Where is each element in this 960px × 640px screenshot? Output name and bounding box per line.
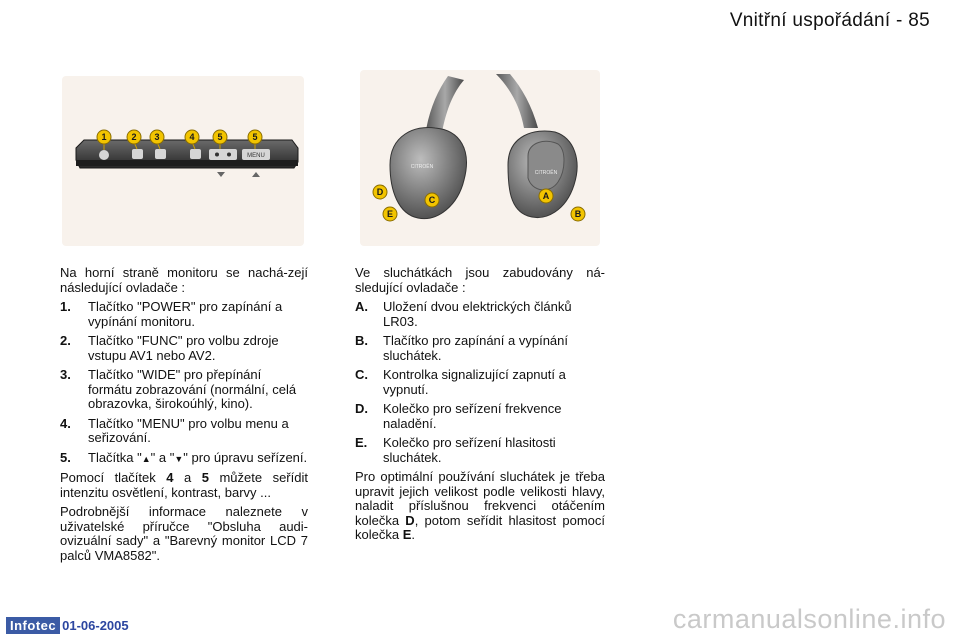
callout-B: B <box>574 209 582 219</box>
item-text: Kolečko pro seřízení frekvence naladění. <box>383 401 562 431</box>
list-item <box>355 402 605 431</box>
left-para-info: Podrobnější informace naleznete v uživatelské příručce "Obsluha audi-ovizuální sady" a "Barevný monitor LCD 7 palců VMA8582". <box>60 504 308 563</box>
item-text-mid: " a " <box>150 449 175 465</box>
arrow-up-icon: ▲ <box>141 453 151 464</box>
callout-2: 2 <box>131 132 137 142</box>
item-text-after: " pro úpravu seřízení. <box>183 449 308 465</box>
callout-A: A <box>542 191 550 201</box>
list-item <box>60 368 308 412</box>
item-key: 2. <box>60 333 71 348</box>
list-item <box>60 451 308 467</box>
callout-1: 1 <box>101 132 107 142</box>
bold-ref: 4 <box>166 470 174 485</box>
item-key: E. <box>355 435 368 450</box>
item-key: D. <box>355 401 368 416</box>
callout-5a: 5 <box>217 132 223 142</box>
list-item <box>60 417 308 446</box>
brand-left: CITROËN <box>410 164 434 170</box>
brand-right: CITROËN <box>534 170 558 176</box>
item-text: Tlačítko "WIDE" pro přepínání formátu zobrazování (normální, celá obrazovka, širokoúhlý, kino). <box>88 367 297 411</box>
item-text: Tlačítko pro zapínání a vypínání sluchátek. <box>383 333 568 363</box>
menu-button-label: MENU <box>247 153 265 159</box>
callout-3: 3 <box>154 132 160 142</box>
list-item <box>355 300 605 329</box>
footer-left <box>6 617 129 634</box>
bold-ref: E <box>402 527 412 542</box>
callout-4: 4 <box>189 132 195 142</box>
item-key: A. <box>355 299 368 314</box>
item-key: B. <box>355 333 368 348</box>
list-item <box>60 334 308 363</box>
text: můžete seřídit intenzitu osvětlení, kontrast, barvy ... <box>60 470 308 500</box>
arrow-down-icon: ▼ <box>174 453 184 464</box>
monitor-figure <box>62 76 304 246</box>
item-text: Tlačítko "MENU" pro volbu menu a seřizování. <box>88 415 289 445</box>
callout-C: C <box>428 195 436 205</box>
right-para-usage <box>355 470 605 543</box>
list-item <box>355 334 605 363</box>
text: Pro optimální používání sluchátek je třeba upravit jejich velikost podle velikosti hlavy, naladit příslušnou frekvenci otáčením kolečka <box>355 469 605 528</box>
text: . <box>411 527 415 542</box>
headphones-illustration <box>360 70 600 246</box>
callout-E: E <box>386 209 394 219</box>
left-column <box>60 266 308 568</box>
item-text: Kolečko pro seřízení hlasitosti sluchátek. <box>383 435 556 465</box>
item-text <box>88 451 308 467</box>
callout-5b: 5 <box>252 132 258 142</box>
item-text: Kontrolka signalizující zapnutí a vypnutí. <box>383 367 566 397</box>
infotec-logo: Infotec <box>6 617 60 634</box>
item-key: 3. <box>60 367 71 382</box>
watermark: carmanualsonline.info <box>672 604 946 634</box>
right-column <box>355 266 605 548</box>
monitor-illustration <box>62 76 304 246</box>
item-key: 5. <box>60 449 71 465</box>
bold-ref: D <box>405 512 415 528</box>
item-text: Tlačítko "POWER" pro zapínání a vypínání monitoru. <box>88 299 283 329</box>
footer-date: 01-06-2005 <box>62 618 129 633</box>
left-para-adjust <box>60 471 308 500</box>
text: Pomocí tlačítek <box>60 470 167 485</box>
bold-ref: 5 <box>201 470 209 485</box>
callout-D: D <box>376 187 384 197</box>
item-key: 4. <box>60 415 71 431</box>
item-text: Tlačítko "FUNC" pro volbu zdroje vstupu AV1 nebo AV2. <box>88 333 279 363</box>
item-text: Uložení dvou elektrických článků LR03. <box>383 299 572 329</box>
list-item <box>355 436 605 465</box>
item-text-before: Tlačítka " <box>88 449 142 465</box>
item-key: 1. <box>60 299 71 314</box>
headphones-figure <box>360 70 600 246</box>
text: a <box>173 470 202 485</box>
page-header: Vnitřní uspořádání - 85 <box>729 10 930 31</box>
text: , potom seřídit hlasitost pomocí kolečka <box>355 512 605 542</box>
right-intro: Ve sluchátkách jsou zabudovány ná-sledující ovladače : <box>355 265 605 295</box>
item-key: C. <box>355 367 368 382</box>
list-item <box>355 368 605 397</box>
left-intro: Na horní straně monitoru se nachá-zejí následující ovladače : <box>60 265 308 295</box>
list-item <box>60 300 308 329</box>
